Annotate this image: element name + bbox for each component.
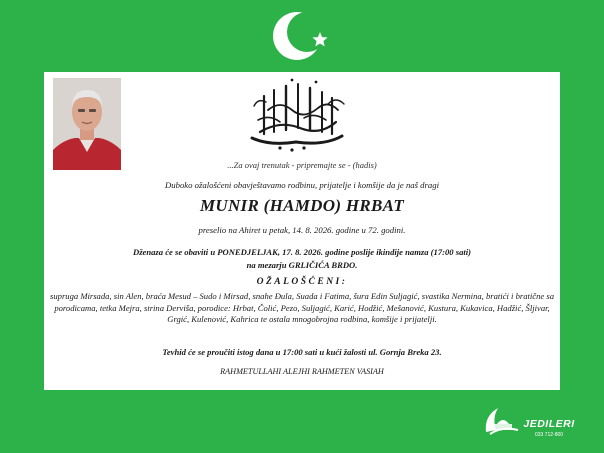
logo-name: JEDILERI bbox=[523, 418, 575, 430]
crescent-star-icon bbox=[270, 6, 334, 64]
jedileri-logo bbox=[480, 396, 584, 442]
rahmet-text: RAHMETULLAHI ALEJHI RAHMETEN VASIAH bbox=[220, 367, 384, 376]
logo-phone: 033 712-800 bbox=[534, 432, 564, 438]
tevhid-text: Tevhid će se proučiti istog dana u 17:00 sati u kući žalosti ul. Gornja Breka 23. bbox=[162, 347, 442, 357]
hadis-quote: ...Za ovaj trenutak - pripremajte se - (hadis) bbox=[227, 160, 377, 170]
deceased-name: MUNIR (HAMDO) HRBAT bbox=[199, 196, 405, 215]
intro-text: Duboko ožalošćeni obavještavamo rodbinu, prijatelje i komšije da je naš dragi bbox=[164, 180, 440, 190]
mourners-heading: OŽALOŠĆENI: bbox=[256, 277, 348, 287]
mourners-list: supruga Mirsada, sin Alen, braća Mesud – Sudo i Mirsad, snahe Đula, Suada i Fatima, šura Edin Suljagić, svastika Nermina, bratići i bratične sa porodicama, tetka Mejra, strina Derviša, porodice: Hrbat, Čolić, Pezo, Suljagić, Karić, Hodžić, Mešanović, Kustura, Kukavica, Hadžić, Šljivar, Grgić, Kulenović, Kahrica te ostala mnogobrojna rodbina, komšije i prijatelji. bbox=[50, 291, 554, 325]
arabic-calligraphy-icon bbox=[240, 76, 352, 156]
deceased-portrait bbox=[53, 78, 121, 170]
passing-date-text: preselio na Ahiret u petak, 14. 8. 2026. godine u 72. godini. bbox=[198, 225, 406, 235]
obituary-card bbox=[44, 72, 560, 390]
funeral-text: Dženaza će se obaviti u PONEDJELJAK, 17. 8. 2026. godine poslije ikindije namza (17:00 sati) bbox=[132, 247, 472, 257]
cemetery-text: na mezarju GRLIČIĆA BRDO. bbox=[246, 260, 358, 270]
